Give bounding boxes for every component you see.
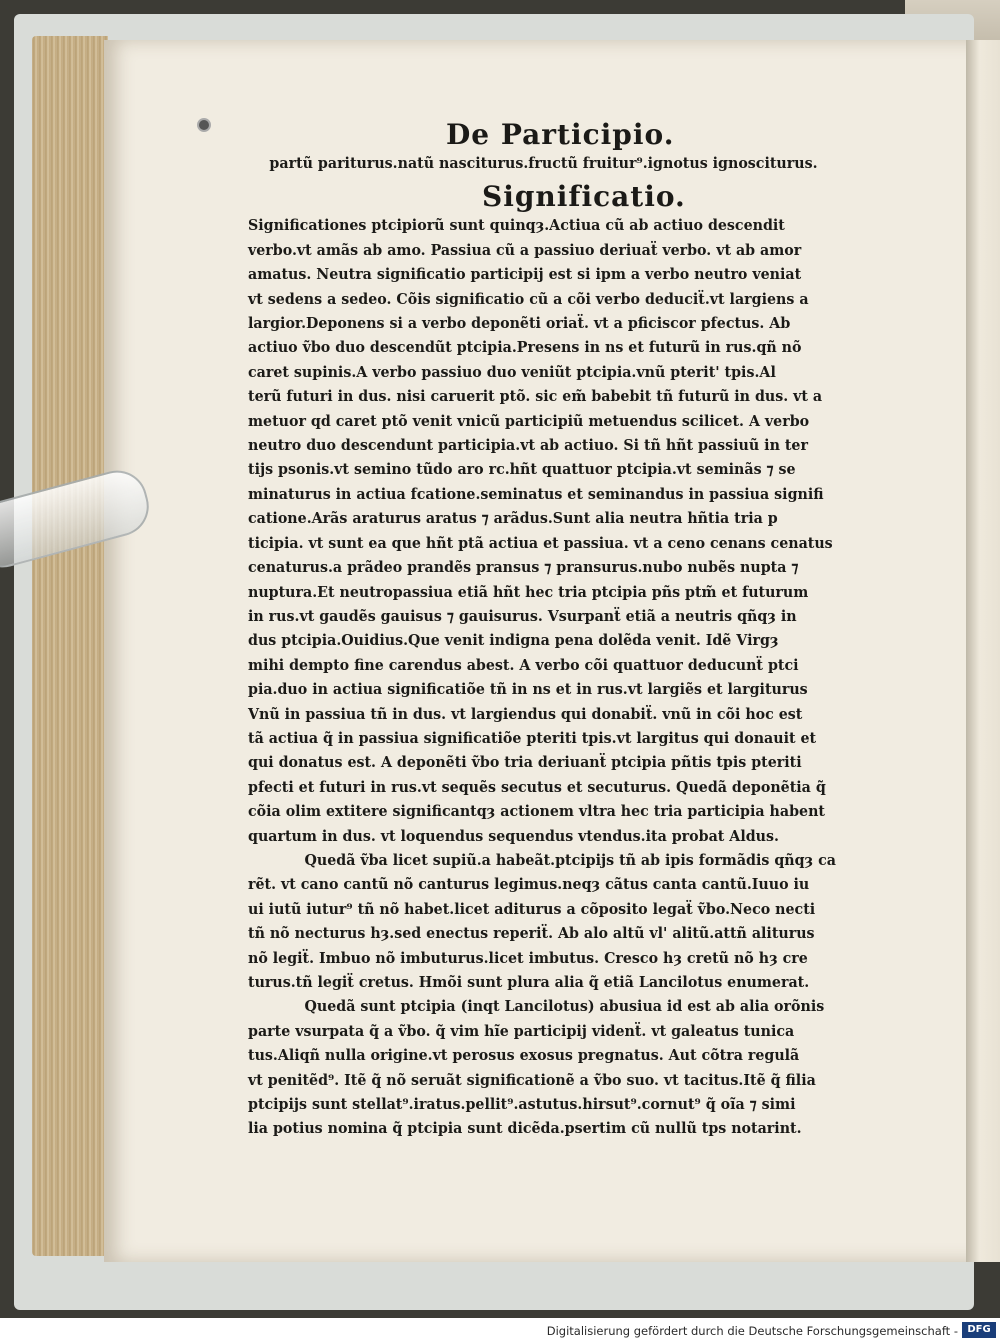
text-line: caret supinis.A verbo passiuo duo veniũt ptcipia.vnũ pterit' tpis.Al (248, 363, 776, 381)
text-line: lia potius nomina q̃ ptcipia sunt dicẽda.psertim cũ nullũ tps notarint. (248, 1120, 802, 1138)
text-line: nuptura.Et neutropassiua etiã hñt hec tria ptcipia pñs ptm̃ et futurum (248, 583, 809, 601)
pin-mark (197, 118, 211, 132)
text-line: ptcipijs sunt stellat⁹.iratus.pellit⁹.astutus.hirsut⁹.cornut⁹ q̃ oĩa ⁊ simi (248, 1096, 796, 1114)
text-line: minaturus in actiua fcatione.seminatus et seminandus in passiua signifi (248, 485, 824, 503)
page-edges (32, 36, 108, 1256)
text-line: partũ pariturus.natũ nasciturus.fructũ fruitur⁹.ignotus ignosciturus. (269, 155, 818, 172)
text-line: in rus.vt gaudẽs gauisus ⁊ gauisurus. Vsurpanẗ etiã a neutris qñqȝ in (248, 607, 797, 625)
text-line: quartum in dus. vt loquendus sequendus vtendus.ita probat Aldus. (248, 827, 779, 845)
text-line: Significationes ptcipiorũ sunt quinqȝ.Actiua cũ ab actiuo descendit (248, 217, 785, 235)
text-line: tñ nõ necturus hȝ.sed enectus reperiẗ. Ab alo altũ vl' alitũ.attñ aliturus (248, 925, 815, 943)
section-subtitle: Significatio. (482, 180, 686, 214)
text-line: ui iutũ iutur⁹ tñ nõ habet.licet aditurus a cõposito legaẗ ṽbo.Neco necti (248, 900, 816, 918)
text-line: Vnũ in passiua tñ in dus. vt largiendus qui donabiẗ. vnũ in cõi hoc est (248, 705, 803, 723)
text-line: actiuo ṽbo duo descendũt ptcipia.Presens in ns et futurũ in rus.qñ nõ (248, 339, 802, 357)
text-line: ticipia. vt sunt ea que hñt ptã actiua et passiua. vt a ceno cenans cenatus (248, 534, 833, 552)
text-line: tijs psonis.vt semino tũdo aro rc.hñt quattuor ptcipia.vt seminãs ⁊ se (248, 461, 796, 479)
text-line: tus.Aliqñ nulla origine.vt perosus exosus pregnatus. Aut cõtra regulã (248, 1047, 800, 1065)
text-line: turus.tñ legiẗ cretus. Hmõi sunt plura alia q̃ etiã Lancilotus enumerat. (248, 974, 810, 991)
text-line: Quedã sunt ptcipia (inqt Lancilotus) abusiua id est ab alia orõnis (304, 998, 825, 1016)
text-line: verbo.vt amãs ab amo. Passiua cũ a passiuo deriuaẗ verbo. vt ab amor (248, 241, 802, 259)
text-line: cõia olim extitere significantqȝ actionem vltra hec tria participia habent (248, 803, 825, 821)
text-line: vt sedens a sedeo. Cõis significatio cũ a cõi verbo deduciẗ.vt largiens a (248, 290, 809, 308)
footer-credit: Digitalisierung gefördert durch die Deutsche Forschungsgemeinschaft - (546, 1324, 958, 1338)
text-line: rẽt. vt cano cantũ nõ canturus legimus.neqȝ cãtus canta cantũ.Iuuo iu (248, 876, 810, 894)
text-line: amatus. Neutra significatio participij est si ipm a verbo neutro veniat (248, 266, 802, 284)
text-line: dus ptcipia.Ouidius.Que venit indigna pena dolẽda venit. Idẽ Virgȝ (248, 632, 779, 650)
footer-bar (0, 1318, 1000, 1342)
text-line: pia.duo in actiua significatiõe tñ in ns et in rus.vt largiẽs et largiturus (248, 681, 808, 699)
text-line: vt penitẽd⁹. Itẽ q̃ nõ seruãt significationẽ a ṽbo suo. vt tacitus.Itẽ q̃ filia (248, 1071, 816, 1089)
text-line: Quedã ṽba licet supiũ.a habeãt.ptcipijs tñ ab ipis formãdis qñqȝ ca (304, 851, 837, 869)
text-line: tã actiua q̃ in passiua significatiõe pteriti tpis.vt largitus qui donauit et (248, 729, 817, 747)
text-line: parte vsurpata q̃ a ṽbo. q̃ vim hĩe participij videnẗ. vt galeatus tunica (248, 1022, 795, 1040)
text-line: qui donatus est. A deponẽti ṽbo tria deriuanẗ ptcipia pñtis tpis pteriti (248, 754, 802, 772)
text-line: terũ futuri in dus. nisi caruerit ptõ. sic em̃ babebit tñ futurũ in dus. vt a (248, 388, 823, 406)
text-line: nõ legiẗ. Imbuo nõ imbuturus.licet imbutus. Cresco hȝ cretũ nõ hȝ cre (248, 949, 808, 967)
text-line: neutro duo descendunt participia.vt ab actiuo. Si tñ hñt passiuũ in ter (248, 437, 808, 455)
page-heading: De Participio. (446, 118, 675, 151)
text-line: pfecti et futuri in rus.vt sequẽs secutus et secuturus. Quedã deponẽtia q̃ (248, 778, 826, 796)
text-line: metuor qd caret ptõ venit vnicũ participiũ metuendus scilicet. A verbo (248, 412, 810, 430)
page-gutter (966, 40, 1000, 1262)
text-line: cenaturus.a prãdeo prandẽs pransus ⁊ pransurus.nubo nubẽs nupta ⁊ (248, 559, 799, 577)
text-line: mihi dempto fine carendus abest. A verbo cõi quattuor deducunẗ ptci (248, 656, 799, 674)
dfg-logo: DFG (962, 1322, 996, 1338)
text-line: largior.Deponens si a verbo deponẽti oriaẗ. vt a pficiscor pfectus. Ab (248, 315, 791, 333)
text-body (248, 152, 928, 1142)
page-text (248, 118, 928, 1142)
text-line: catione.Arãs araturus aratus ⁊ arãdus.Sunt alia neutra hñtia tria p (248, 510, 778, 528)
